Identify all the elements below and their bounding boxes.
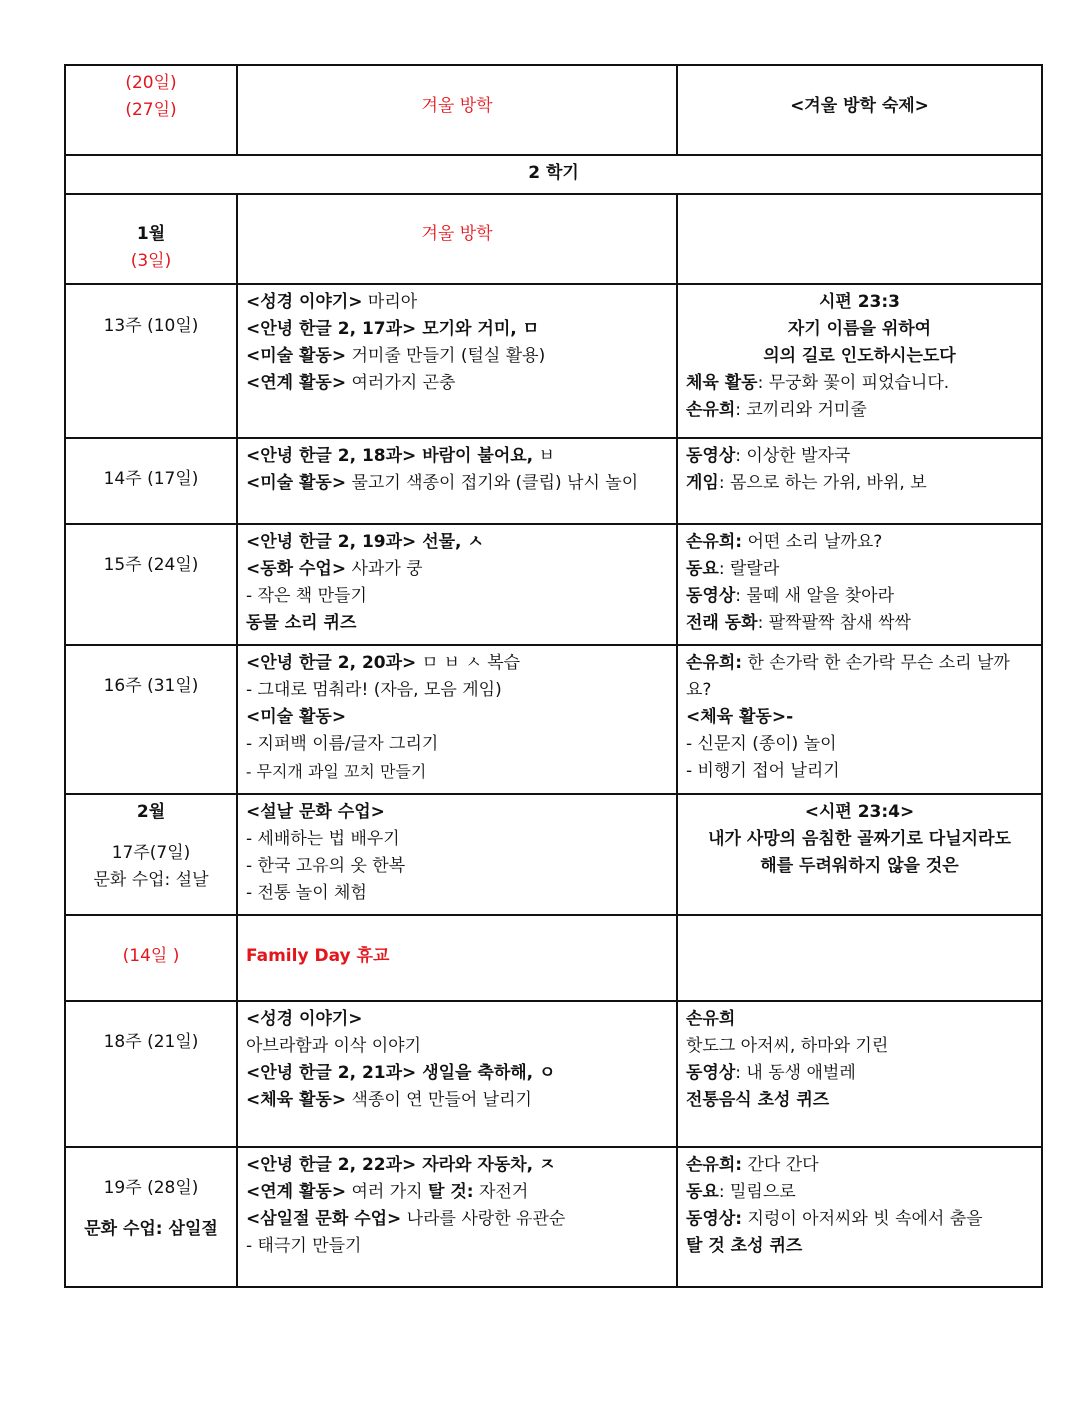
activity-detail: 여러 가지 bbox=[346, 1182, 429, 1202]
activity-detail: 색종이 연 만들어 날리기 bbox=[346, 1090, 532, 1110]
activity-heading: <안녕 한글 2, 21과> 생일을 축하해, ㅇ bbox=[246, 1063, 556, 1083]
activity-text: 겨울 방학 bbox=[421, 224, 493, 244]
note-detail: 지렁이 아저씨와 빗 속에서 춤을 bbox=[742, 1209, 983, 1229]
note-heading: 손유희: bbox=[686, 1155, 743, 1175]
activity-heading: 동물 소리 퀴즈 bbox=[246, 613, 357, 633]
month-label: 1월 bbox=[136, 224, 166, 244]
date-label: (27일) bbox=[125, 100, 177, 120]
activity-cell bbox=[237, 65, 677, 155]
note-heading: 손유희 bbox=[686, 400, 736, 420]
date-cell bbox=[65, 915, 237, 1001]
note-detail: 한 손가락 한 손가락 무슨 소리 날까요? bbox=[686, 653, 1010, 700]
activity-heading: <성경 이야기> bbox=[246, 1009, 363, 1029]
activity-heading: <안녕 한글 2, 17과> 모기와 거미, ㅁ bbox=[246, 319, 540, 339]
activity-heading: <동화 수업> bbox=[246, 559, 347, 579]
activity-heading: <연계 활동> bbox=[246, 373, 347, 393]
note-detail: : 밀림으로 bbox=[718, 1182, 796, 1202]
activity-detail: ㅂ bbox=[533, 446, 555, 466]
note-detail: 어떤 소리 날까요? bbox=[742, 532, 883, 552]
activity-cell bbox=[237, 194, 677, 284]
note-detail: - 신문지 (종이) 놀이 bbox=[686, 734, 837, 754]
table-row-week-16 bbox=[65, 645, 1042, 794]
activity-detail: - 작은 책 만들기 bbox=[246, 586, 367, 606]
table-row-winter-break bbox=[65, 65, 1042, 155]
note-detail: : 물떼 새 알을 찾아라 bbox=[735, 586, 894, 606]
activity-cell bbox=[237, 1147, 677, 1287]
notes-cell bbox=[677, 194, 1042, 284]
table-row-family-day bbox=[65, 915, 1042, 1001]
note-detail: : 내 동생 애벌레 bbox=[735, 1063, 856, 1083]
semester-heading bbox=[65, 155, 1042, 194]
activity-heading: <안녕 한글 2, 18과> 바람이 불어요, bbox=[246, 446, 534, 466]
activity-heading: <안녕 한글 2, 22과> 자라와 자동차, ㅈ bbox=[246, 1155, 556, 1175]
note-detail: : 랄랄라 bbox=[718, 559, 780, 579]
activity-detail: - 지퍼백 이름/글자 그리기 bbox=[246, 734, 439, 754]
date-cell bbox=[65, 645, 237, 794]
notes-cell bbox=[677, 438, 1042, 524]
verse-line: 내가 사망의 음침한 골짜기로 다닐지라도 bbox=[708, 829, 1011, 849]
note-heading: 손유희: bbox=[686, 532, 743, 552]
date-label: (20일) bbox=[125, 73, 177, 93]
notes-cell bbox=[677, 65, 1042, 155]
note-detail: : 코끼리와 거미줄 bbox=[735, 400, 867, 420]
activity-heading: <미술 활동> bbox=[246, 473, 347, 493]
activity-heading: <삼일절 문화 수업> bbox=[246, 1209, 402, 1229]
activity-text: 겨울 방학 bbox=[421, 96, 493, 116]
activity-heading: <안녕 한글 2, 19과> 선물, ㅅ bbox=[246, 532, 484, 552]
activity-detail: 아브라함과 이삭 이야기 bbox=[246, 1036, 422, 1056]
activity-detail: 여러가지 곤충 bbox=[346, 373, 456, 393]
week-subtitle: 문화 수업: 설날 bbox=[93, 870, 209, 890]
note-detail: - 비행기 접어 날리기 bbox=[686, 761, 840, 781]
date-cell bbox=[65, 284, 237, 438]
curriculum-page bbox=[64, 64, 1041, 1288]
note-detail: : 팔짝팔짝 참새 싹싹 bbox=[757, 613, 911, 633]
activity-cell bbox=[237, 915, 677, 1001]
activity-heading: <체육 활동> bbox=[246, 1090, 347, 1110]
activity-detail: - 세배하는 법 배우기 bbox=[246, 829, 400, 849]
notes-cell bbox=[677, 524, 1042, 645]
verse-reference: <시편 23:4> bbox=[804, 802, 915, 822]
table-row-week-15 bbox=[65, 524, 1042, 645]
date-cell bbox=[65, 438, 237, 524]
note-heading: 동요 bbox=[686, 1182, 719, 1202]
activity-detail: 마리아 bbox=[362, 292, 418, 312]
verse-line: 자기 이름을 위하여 bbox=[787, 319, 932, 339]
activity-heading: <성경 이야기> bbox=[246, 292, 363, 312]
date-cell bbox=[65, 1147, 237, 1287]
week-date-label: 17주(7일) bbox=[111, 843, 191, 863]
note-heading: 체육 활동 bbox=[686, 373, 758, 393]
note-detail: : 이상한 발자국 bbox=[735, 446, 851, 466]
week-date-label: 19주 (28일) bbox=[103, 1178, 199, 1198]
table-row-semester-header bbox=[65, 155, 1042, 194]
notes-text: <겨울 방학 숙제> bbox=[790, 96, 929, 116]
note-heading: <체육 활동>- bbox=[686, 707, 794, 727]
notes-cell bbox=[677, 1147, 1042, 1287]
date-cell bbox=[65, 794, 237, 915]
note-detail: : 무궁화 꽃이 피었습니다. bbox=[757, 373, 950, 393]
date-cell bbox=[65, 194, 237, 284]
date-label: (14일 ) bbox=[122, 946, 180, 966]
notes-cell bbox=[677, 794, 1042, 915]
activity-detail: 자전거 bbox=[473, 1182, 529, 1202]
month-label: 2월 bbox=[136, 802, 166, 822]
table-row-week-14 bbox=[65, 438, 1042, 524]
activity-detail: 나라를 사랑한 유관순 bbox=[401, 1209, 566, 1229]
note-heading: 손유희: bbox=[686, 653, 743, 673]
table-row-january bbox=[65, 194, 1042, 284]
note-heading: 전래 동화 bbox=[686, 613, 758, 633]
activity-heading: <미술 활동> bbox=[246, 346, 347, 366]
note-heading: 게임 bbox=[686, 473, 719, 493]
note-detail: : 몸으로 하는 가위, 바위, 보 bbox=[718, 473, 927, 493]
holiday-label: Family Day 휴교 bbox=[246, 946, 390, 966]
activity-cell bbox=[237, 794, 677, 915]
notes-cell bbox=[677, 915, 1042, 1001]
activity-detail: - 그대로 멈춰라! (자음, 모음 게임) bbox=[246, 680, 502, 700]
verse-reference: 시편 23:3 bbox=[818, 292, 901, 312]
activity-detail: 거미줄 만들기 (털실 활용) bbox=[346, 346, 546, 366]
note-heading: 동영상 bbox=[686, 1063, 736, 1083]
activity-detail: 물고기 색종이 접기와 (클립) 낚시 놀이 bbox=[346, 473, 639, 493]
note-heading: 동영상 bbox=[686, 586, 736, 606]
activity-cell bbox=[237, 284, 677, 438]
table-row-week-13 bbox=[65, 284, 1042, 438]
activity-cell bbox=[237, 438, 677, 524]
activity-heading: 탈 것: bbox=[428, 1182, 474, 1202]
note-heading: 동요 bbox=[686, 559, 719, 579]
activity-heading: <미술 활동> bbox=[246, 707, 347, 727]
verse-line: 의의 길로 인도하시는도다 bbox=[763, 346, 956, 366]
activity-heading: <설날 문화 수업> bbox=[246, 802, 385, 822]
note-heading: 전통음식 초성 퀴즈 bbox=[686, 1090, 830, 1110]
activity-detail: - 한국 고유의 옷 한복 bbox=[246, 856, 406, 876]
semester-label: 2 학기 bbox=[528, 163, 579, 183]
activity-detail: - 무지개 과일 꼬치 만들기 bbox=[246, 762, 427, 781]
activity-detail: - 태극기 만들기 bbox=[246, 1236, 362, 1256]
curriculum-schedule-table bbox=[64, 64, 1043, 1288]
note-heading: 손유희 bbox=[686, 1009, 736, 1029]
note-heading: 탈 것 초성 퀴즈 bbox=[686, 1236, 803, 1256]
activity-detail: - 전통 놀이 체험 bbox=[246, 883, 367, 903]
table-row-week-17 bbox=[65, 794, 1042, 915]
date-cell bbox=[65, 1001, 237, 1147]
week-subtitle: 문화 수업: 삼일절 bbox=[84, 1219, 218, 1239]
activity-detail: ㅁ ㅂ ㅅ 복습 bbox=[416, 653, 521, 673]
note-heading: 동영상 bbox=[686, 446, 736, 466]
week-date-label: 16주 (31일) bbox=[103, 676, 199, 696]
week-date-label: 15주 (24일) bbox=[103, 555, 199, 575]
note-detail: 핫도그 아저씨, 하마와 기린 bbox=[686, 1036, 889, 1056]
week-date-label: 14주 (17일) bbox=[103, 469, 199, 489]
note-detail: 간다 간다 bbox=[742, 1155, 819, 1175]
activity-heading: <안녕 한글 2, 20과> bbox=[246, 653, 417, 673]
notes-cell bbox=[677, 1001, 1042, 1147]
table-row-week-19 bbox=[65, 1147, 1042, 1287]
activity-cell bbox=[237, 524, 677, 645]
notes-cell bbox=[677, 645, 1042, 794]
activity-cell bbox=[237, 645, 677, 794]
verse-line: 해를 두려워하지 않을 것은 bbox=[760, 856, 959, 876]
table-row-week-18 bbox=[65, 1001, 1042, 1147]
week-date-label: 18주 (21일) bbox=[103, 1032, 199, 1052]
activity-cell bbox=[237, 1001, 677, 1147]
date-cell bbox=[65, 65, 237, 155]
activity-heading: <연계 활동> bbox=[246, 1182, 347, 1202]
note-heading: 동영상: bbox=[686, 1209, 743, 1229]
date-label: (3일) bbox=[130, 251, 172, 271]
notes-cell bbox=[677, 284, 1042, 438]
week-date-label: 13주 (10일) bbox=[103, 316, 199, 336]
activity-detail: 사과가 쿵 bbox=[346, 559, 423, 579]
date-cell bbox=[65, 524, 237, 645]
